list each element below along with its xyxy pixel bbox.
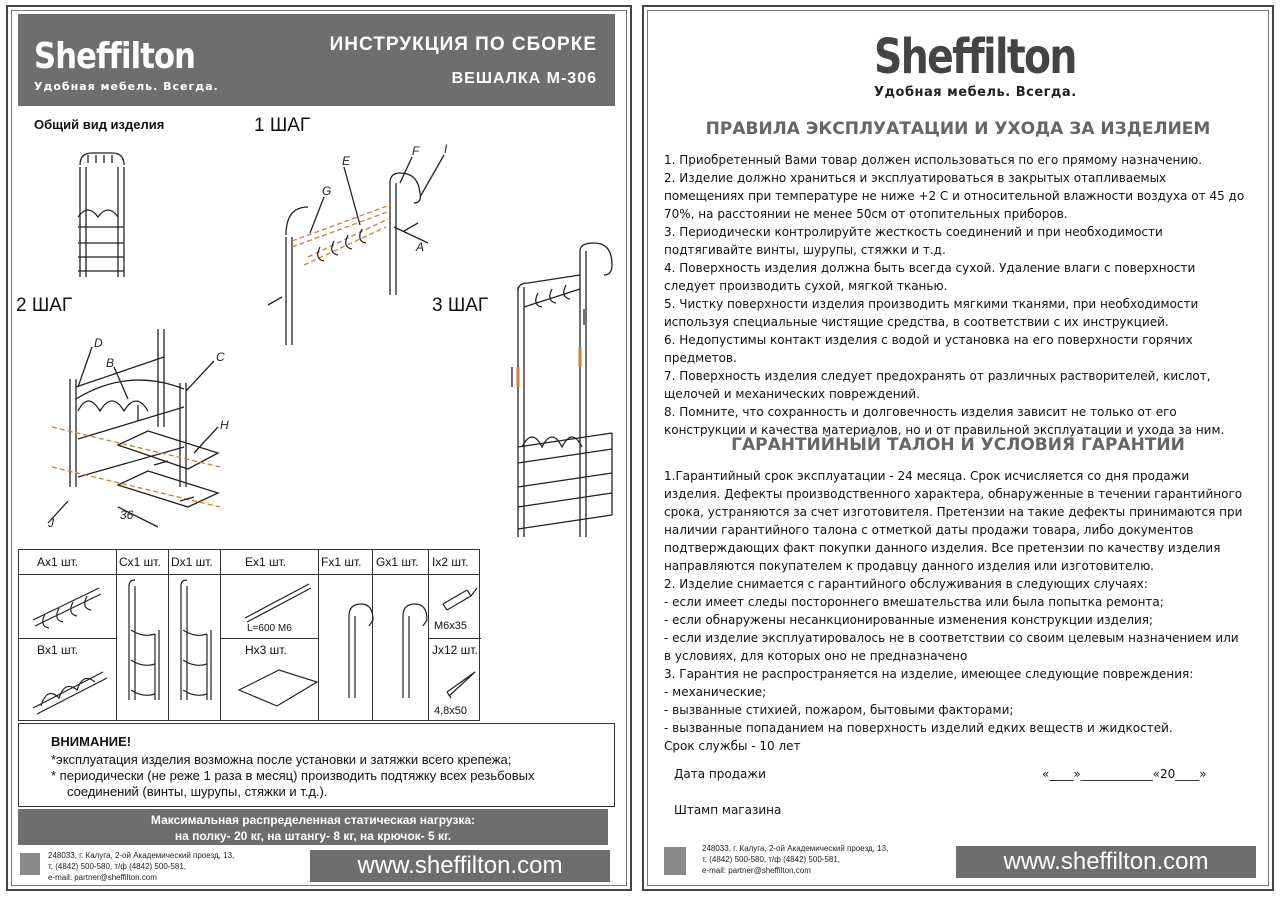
contact-block xyxy=(702,843,888,876)
step3-drawing xyxy=(512,243,612,537)
overview-label: Общий вид изделия xyxy=(34,117,165,132)
warranty-item: Срок службы - 10 лет xyxy=(664,739,801,753)
part-e-label: Еx1 шт. xyxy=(245,555,287,569)
warranty-terms xyxy=(664,467,1246,755)
contact-marker xyxy=(664,847,686,875)
instruction-title: ИНСТРУКЦИЯ ПО СБОРКЕ xyxy=(329,34,597,55)
warranty-item: 1.Гарантийный срок эксплуатации - 24 месяца. Срок исчисляется со дня продажи изделия. Дефекты производственного характера, обнаруженные в течении гарантийного срока, устраняются за счет изготовителя. Претензии на такие дефекты принимаются при наличии гарантийного талона с отметкой даты продажи товара, либо документов подтверждающих факт покупки данного изделия. Все претензии по качеству изделия направляются покупателем к продавцу данного изделия или изготовителю. xyxy=(664,469,1243,573)
part-g-label: Gx1 шт. xyxy=(376,555,419,569)
warranty-item: - вызванные попаданием на поверхность изделий едких веществ и жидкостей. xyxy=(664,721,1173,735)
care-rule: 5. Чистку поверхности изделия производить мягкими тканями, при необходимости используя специальные чистящие средства, в соответствии с их инструкцией. xyxy=(664,297,1199,329)
contact-address: 248033, г. Калуга, 2-ой Академический проезд, 13, xyxy=(702,844,889,853)
product-title: ВЕШАЛКА М-306 xyxy=(451,70,597,87)
callout-e: E xyxy=(342,154,351,168)
callout-g: G xyxy=(322,184,332,198)
warranty-item: - механические; xyxy=(664,685,767,699)
part-f-label: Fx1 шт. xyxy=(321,555,362,569)
contact-phone: т. (4842) 500-580, т/ф (4842) 500-581, xyxy=(702,855,840,864)
load-line-1: Максимальная распределенная статическая нагрузка: xyxy=(150,813,476,827)
section-care-title: ПРАВИЛА ЭКСПЛУАТАЦИИ И УХОДА ЗА ИЗДЕЛИЕМ xyxy=(705,119,1211,139)
warning-title: ВНИМАНИЕ! xyxy=(51,734,132,749)
contact-address: 248033, г. Калуга, 2-ой Академический проезд, 13, xyxy=(48,851,235,860)
parts-drawings xyxy=(19,550,481,722)
part-i-label: Ix2 шт. xyxy=(432,555,469,569)
callout-j: J xyxy=(48,516,54,530)
load-banner xyxy=(18,809,608,845)
step2-label: 2 ШАГ xyxy=(16,295,73,316)
step1-label: 1 ШАГ xyxy=(254,115,311,136)
care-rule: 2. Изделие должно храниться и эксплуатироваться в закрытых отапливаемых помещениях при температуре не ниже +2 С и относительной влажности воздуха от 45 до 70%, на расстоянии не менее 50см от отопительных приборов. xyxy=(664,171,1245,221)
care-warranty-page xyxy=(642,5,1274,891)
care-rule: 8. Помните, что сохранность и долговечность изделия зависит не только от его конструкции и качества материалов, но и от правильной эксплуатации и ухода за ним. xyxy=(664,405,1225,437)
contact-block xyxy=(48,850,234,883)
part-b-label: Вx1 шт. xyxy=(37,643,79,657)
warning-line-1: *эксплуатация изделия возможна после установки и затяжки всего крепежа; xyxy=(51,752,512,767)
warranty-item: 3. Гарантия не распространяется на изделие, имеющее следующие повреждения: xyxy=(664,667,1194,681)
callout-f: F xyxy=(412,144,420,158)
part-e-note: L=600 М6 xyxy=(247,623,292,634)
part-h-shelf xyxy=(239,670,317,706)
callout-c: C xyxy=(216,350,225,364)
care-rule: 7. Поверхность изделия следует предохранять от различных растворителей, кислот, щелочей и механических повреждений. xyxy=(664,369,1211,401)
sale-date-field[interactable]: «____»____________«20____» xyxy=(1042,767,1207,781)
section-warranty-title: ГАРАНТИЙНЫЙ ТАЛОН И УСЛОВИЯ ГАРАНТИИ xyxy=(731,435,1185,455)
callout-h: H xyxy=(220,418,229,432)
care-rule: 3. Периодически контролируйте жесткость соединений и при необходимости подтягивайте винты, шурупы, стяжки и т.д. xyxy=(664,225,1163,257)
callout-i: I xyxy=(444,142,448,156)
overview-drawing xyxy=(78,153,124,277)
brand-tagline: Удобная мебель. Всегда. xyxy=(34,80,219,93)
step2-drawing xyxy=(48,329,220,527)
sale-date-label: Дата продажи xyxy=(674,767,766,781)
parts-table xyxy=(18,549,480,721)
part-j-label: Jx12 шт. xyxy=(432,643,478,657)
contact-marker xyxy=(20,853,40,875)
callout-b: B xyxy=(106,356,115,370)
warranty-item: - если обнаружены несанкционированные изменения конструкции изделия; xyxy=(664,613,1154,627)
warranty-item: - если изделие эксплуатировалось не в соответствии со своим целевым назначением или в условиях, для которых оно не предназначено xyxy=(664,631,1239,663)
part-j-note: 4,8x50 xyxy=(434,705,468,717)
load-line-2: на полку- 20 кг, на штангу- 8 кг, на крючок- 5 кг. xyxy=(174,829,452,843)
dimension-36: 36 xyxy=(120,508,134,522)
part-b-shoe-rail xyxy=(33,672,107,714)
care-rule: 4. Поверхность изделия должна быть всегда сухой. Удаление влаги с поверхности следует производить сухой, мягкой тканью. xyxy=(664,261,1196,293)
website-link[interactable]: www.sheffilton.com xyxy=(956,846,1256,878)
step3-label: 3 ШАГ xyxy=(432,295,489,316)
brand-logo: Sheffilton xyxy=(34,36,196,77)
assembly-page xyxy=(6,5,632,891)
warning-box xyxy=(18,723,615,807)
warning-line-2: * периодически (не реже 1 раза в месяц) производить подтяжку всех резьбовых xyxy=(51,768,535,783)
brand-tagline: Удобная мебель. Всегда. xyxy=(874,85,1077,100)
part-i-note: М6x35 xyxy=(434,620,468,632)
part-h-label: Нx3 шт. xyxy=(245,643,287,657)
callout-d: D xyxy=(94,336,103,350)
care-rule: 1. Приобретенный Вами товар должен использоваться по его прямому назначению. xyxy=(664,153,1203,167)
brand-logo: Sheffilton xyxy=(874,29,1076,85)
contact-email: e-mail: partner@sheffilton.com xyxy=(702,866,811,875)
warranty-item: 2. Изделие снимается с гарантийного обслуживания в следующих случаях: xyxy=(664,577,1148,591)
part-e-rod xyxy=(245,584,311,622)
contact-email: e-mail: partner@sheffilton.com xyxy=(48,873,157,882)
care-rules xyxy=(664,151,1246,439)
contact-phone: т. (4842) 500-580, т/ф (4842) 500-581, xyxy=(48,862,186,871)
warning-line-3: соединений (винты, шурупы, стяжки и т.д.). xyxy=(67,784,328,799)
website-link[interactable]: www.sheffilton.com xyxy=(310,850,610,882)
warranty-item: - если имеет следы постороннего вмешательства или была попытка ремонта; xyxy=(664,595,1164,609)
callout-a: A xyxy=(416,240,425,254)
part-a-label: Аx1 шт. xyxy=(37,555,79,569)
stamp-label: Штамп магазина xyxy=(674,803,782,817)
part-c-label: Сx1 шт. xyxy=(119,555,161,569)
warranty-item: - вызванные стихией, пожаром, бытовыми факторами; xyxy=(664,703,1014,717)
assembly-drawings xyxy=(8,7,634,552)
care-rule: 6. Недопустимы контакт изделия с водой и установка на его поверхности горячих предметов. xyxy=(664,333,1193,365)
part-d-label: Dx1 шт. xyxy=(171,555,213,569)
